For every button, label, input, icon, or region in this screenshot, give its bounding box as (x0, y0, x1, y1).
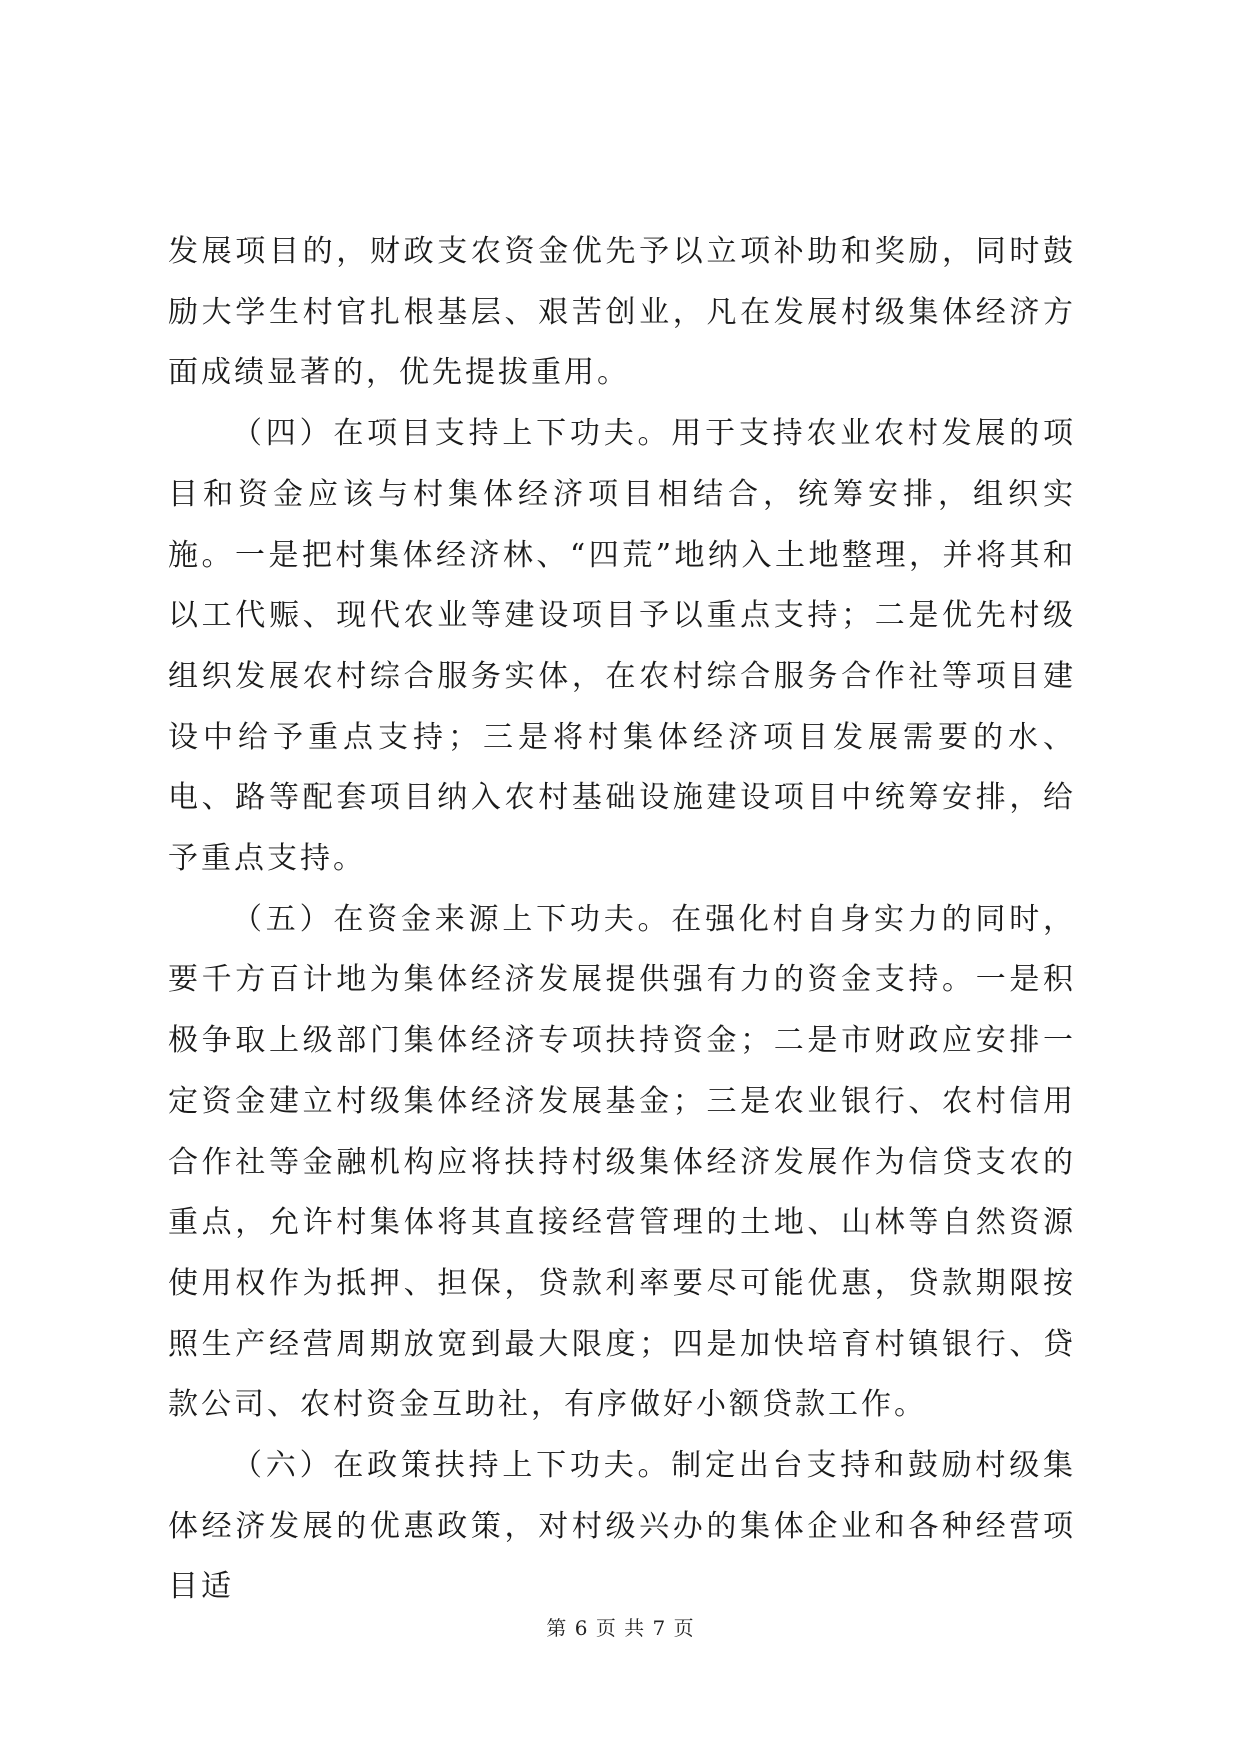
paragraph-section-6: （六）在政策扶持上下功夫。制定出台支持和鼓励村级集体经济发展的优惠政策，对村级兴办的集体企业和各种经营项目适 (168, 1448, 1076, 1605)
page-footer: 第 6 页 共 7 页 (546, 1616, 695, 1640)
paragraph-section-4: （四）在项目支持上下功夫。用于支持农业农村发展的项目和资金应该与村集体经济项目相结合，统筹安排，组织实施。一是把村集体经济林、“四荒”地纳入土地整理，并将其和以工代赈、现代农业等建设项目予以重点支持；二是优先村级组织发展农村综合服务实体，在农村综合服务合作社等项目建设中给予重点支持；三是将村集体经济项目发展需要的水、电、路等配套项目纳入农村基础设施建设项目中统筹安排，给予重点支持。 (168, 416, 1076, 877)
paragraph-section-5: （五）在资金来源上下功夫。在强化村自身实力的同时，要千方百计地为集体经济发展提供强有力的资金支持。一是积极争取上级部门集体经济专项扶持资金；二是市财政应安排一定资金建立村级集体经济发展基金；三是农业银行、农村信用合作社等金融机构应将扶持村级集体经济发展作为信贷支农的重点，允许村集体将其直接经营管理的土地、山林等自然资源使用权作为抵押、担保，贷款利率要尽可能优惠，贷款期限按照生产经营周期放宽到最大限度；四是加快培育村镇银行、贷款公司、农村资金互助社，有序做好小额贷款工作。 (168, 901, 1076, 1423)
document-body (168, 222, 1076, 1618)
paragraph-continuation: 发展项目的，财政支农资金优先予以立项补助和奖励，同时鼓励大学生村官扎根基层、艰苦创业，凡在发展村级集体经济方面成绩显著的，优先提拔重用。 (168, 234, 1076, 391)
